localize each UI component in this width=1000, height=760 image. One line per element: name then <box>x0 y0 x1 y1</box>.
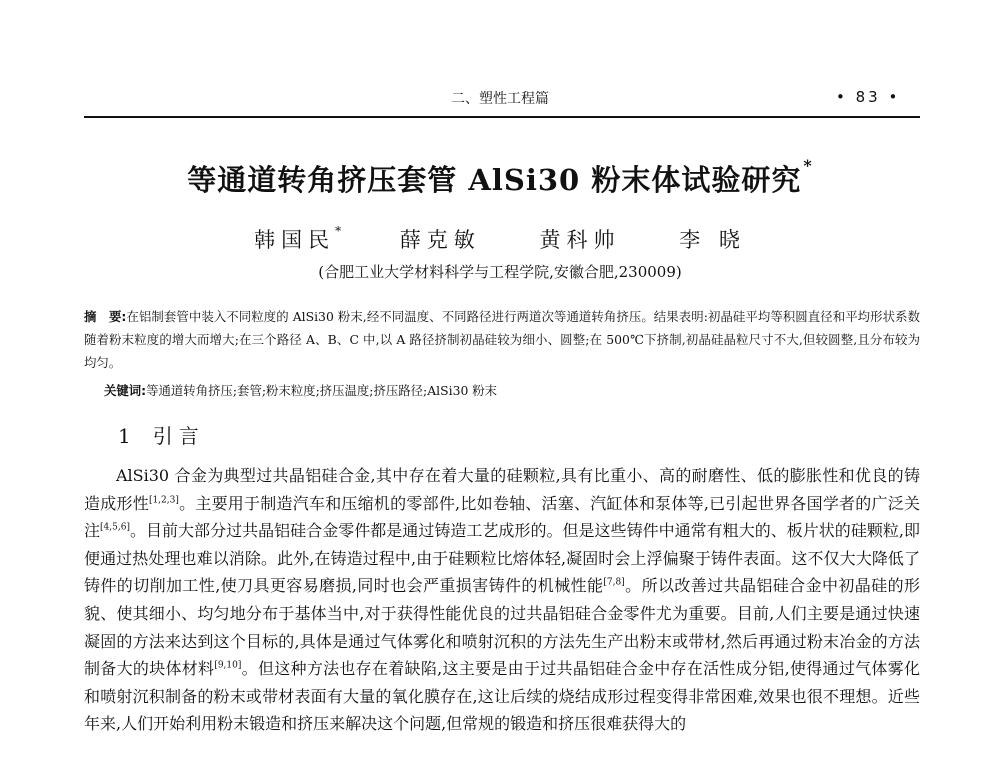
keywords-text: 等通道转角挤压;套管;粉末粒度;挤压温度;挤压路径;AlSi30 粉末 <box>146 383 498 398</box>
author <box>540 224 621 254</box>
author <box>679 224 746 254</box>
paper-title-text: 等通道转角挤压套管 AlSi30 粉末体试验研究 <box>187 163 802 197</box>
body-paragraph <box>84 462 920 738</box>
body-text: 。所以改善过共晶铝硅合金中初晶硅的形貌、使其细小、均匀地分布于基体当中,对于获得性能优良的过共晶铝硅合金零件尤为重要。目前,人们主要是通过快速凝固的方法来达到这个目标的,具体是通过气体雾化和喷射沉积的方法先生产出粉末或带材,然后再通过粉末冶金的方法制备大的块体材料 <box>84 576 920 679</box>
citation: [1,2,3] <box>148 495 179 506</box>
affiliation: (合肥工业大学材料科学与工程学院,安徽合肥,230009) <box>318 263 682 281</box>
section-number: 1 <box>118 424 131 448</box>
author <box>254 224 341 254</box>
page-number: • 83 • <box>836 88 901 106</box>
running-header-section: 二、塑性工程篇 <box>451 91 549 107</box>
citation: [9,10] <box>214 660 242 671</box>
abstract-text: 在铝制套管中装入不同粒度的 AlSi30 粉末,经不同温度、不同路径进行两道次等通道转角挤压。结果表明:初晶硅平均等积圆直径和平均形状系数随着粉末粒度的增大而增大;在三个路径 A、B、C 中,以 A 路径挤制初晶硅较为细小、圆整;在 500℃下挤制,初晶硅晶粒尺寸不大,但较圆整,且分布较为均匀。 <box>84 309 920 370</box>
body-text: AlSi30 合金为典型过共晶铝硅合金,其中存在着大量的硅颗粒,具有比重小、高的耐磨性、低的膨胀性和优良的铸造成形性 <box>84 466 920 513</box>
citation: [4,5,6] <box>100 522 130 533</box>
author-name: 薛克敏 <box>399 228 481 252</box>
author-name: 黄科帅 <box>539 228 621 252</box>
body-text: 。主要用于制造汽车和压缩机的零部件,比如卷轴、活塞、汽缸体和泵体等,已引起世界各国学者的广泛关注 <box>84 493 920 541</box>
author-name: 韩国民 <box>254 228 336 252</box>
abstract-label: 摘 要: <box>84 309 127 324</box>
author-list <box>0 224 1000 254</box>
citation: [7,8] <box>603 578 625 589</box>
title-footnote-mark: * <box>803 156 813 175</box>
keywords <box>104 381 920 401</box>
header-rule <box>84 116 920 118</box>
keywords-label: 关键词: <box>104 383 147 398</box>
section-title: 引言 <box>152 424 205 448</box>
author-mark: * <box>335 224 342 238</box>
body-text: 。但这种方法也存在着缺陷,这主要是由于过共晶铝硅合金中存在活性成分铝,使得通过气体雾化和喷射沉积制备的粉末或带材表面有大量的氧化膜存在,这让后续的烧结成形过程变得非常困难,效果也很不理想。近些年来,人们开始利用粉末锻造和挤压来解决这个问题,但常规的锻造和挤压很难获得大的 <box>84 659 920 734</box>
section-heading <box>118 420 205 449</box>
paper-title <box>0 158 1000 199</box>
author-name: 李 晓 <box>679 228 746 252</box>
abstract <box>84 305 920 374</box>
author <box>400 224 481 254</box>
body-text: 。目前大部分过共晶铝硅合金零件都是通过铸造工艺成形的。但是这些铸件中通常有粗大的、板片状的硅颗粒,即便通过热处理也难以消除。此外,在铸造过程中,由于硅颗粒比熔体轻,凝固时会上浮偏聚于铸件表面。这不仅大大降低了铸件的切削加工性,使刀具更容易磨损,同时也会严重损害铸件的机械性能 <box>84 521 920 596</box>
